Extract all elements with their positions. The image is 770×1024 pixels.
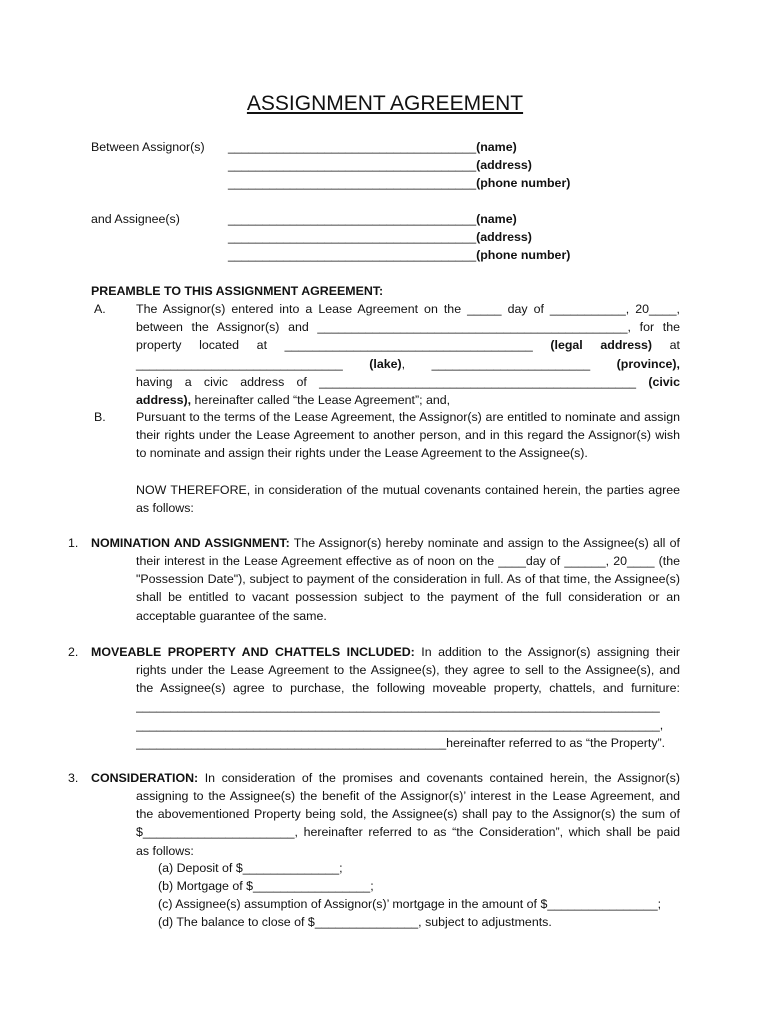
preamble-b-line: their rights under the Lease Agreement to another person, and in this regard the Assignor(s) wish [136, 428, 680, 443]
section3-line: the abovementioned Property being sold, the Assignee(s) shall pay to the Assignor(s) the sum of [136, 807, 680, 822]
preamble-a-line: ______________________________ (lake), _______________________ (province), [136, 356, 680, 371]
preamble-a-line: having a civic address of ______________________________________________ (civic [136, 374, 680, 389]
section1-line: acceptable guarantee of the same. [136, 608, 327, 623]
assignee-address-line: ____________________________________(address) [228, 230, 532, 244]
preamble-b-line: Pursuant to the terms of the Lease Agreement, the Assignor(s) are entitled to nominate and assign [136, 410, 680, 424]
section2-line: the Assignee(s) agree to purchase, the following moveable property, chattels, and furniture: [136, 681, 680, 696]
preamble-a-marker: A. [94, 302, 106, 316]
preamble-heading: PREAMBLE TO THIS ASSIGNMENT AGREEMENT: [91, 284, 384, 298]
now-therefore-line: as follows: [136, 501, 194, 516]
section1-number: 1. [68, 536, 79, 550]
consideration-item-balance: (d) The balance to close of $_______________, subject to adjustments. [158, 915, 552, 929]
assignor-phone-line: ____________________________________(phone number) [228, 176, 571, 190]
section3-line: assigning to the Assignee(s) the benefit of the Assignor(s)’ interest in the Lease Agreement, and [136, 789, 680, 803]
preamble-a-line: The Assignor(s) entered into a Lease Agreement on the _____ day of ___________, 20____, [136, 302, 680, 316]
section3-number: 3. [68, 771, 79, 785]
consideration-item-assumption: (c) Assignee(s) assumption of Assignor(s)’ mortgage in the amount of $________________; [158, 897, 662, 911]
section3-paragraph [136, 787, 680, 860]
section2-line: _____________________________________________hereinafter referred to as “the Property”. [136, 735, 666, 750]
section3-line: $______________________, hereinafter referred to as “the Consideration”, which shall be paid [136, 825, 680, 840]
preamble-a-line: address), hereinafter called “the Lease Agreement”; and, [136, 393, 451, 408]
section2-paragraph [136, 661, 680, 752]
consideration-item-deposit: (a) Deposit of $______________; [158, 861, 343, 875]
preamble-b-line: to nominate and assign their rights under the Lease Agreement to the Assignee(s). [136, 446, 588, 461]
preamble-a-line: between the Assignor(s) and _____________________________________________, for the [136, 320, 680, 335]
assignee-name-line: ____________________________________(name) [228, 212, 517, 226]
section2-blank-line: ____________________________________________________________________________, [136, 717, 664, 732]
assignor-address-line: ____________________________________(address) [228, 158, 532, 172]
section3-first-line: CONSIDERATION: In consideration of the promises and covenants contained herein, the Assignor(s) [91, 771, 680, 785]
assignee-label: and Assignee(s) [91, 212, 180, 226]
assignee-phone-line: ____________________________________(phone number) [228, 248, 571, 262]
now-therefore-paragraph [136, 481, 680, 517]
preamble-b-paragraph [136, 408, 680, 463]
preamble-b-marker: B. [94, 410, 106, 424]
section3-line: as follows: [136, 843, 194, 858]
section2-line: rights under the Lease Agreement to the Assignee(s), they agree to sell to the Assignee(s), and [136, 663, 680, 677]
section2-number: 2. [68, 645, 79, 659]
section1-line: "Possession Date"), subject to payment of the consideration in full. As of that time, the Assignee(s) [136, 572, 680, 587]
section2-first-line: MOVEABLE PROPERTY AND CHATTELS INCLUDED: In addition to the Assignor(s) assigning their [91, 645, 680, 659]
consideration-item-mortgage: (b) Mortgage of $_________________; [158, 879, 374, 893]
section1-line: shall be entitled to vacant possession subject to the payment of the full consideration or an [136, 590, 680, 605]
preamble-a-line: property located at ____________________________________ (legal address) at [136, 338, 681, 353]
assignor-name-line: ____________________________________(name) [228, 140, 517, 154]
preamble-a-paragraph [136, 300, 680, 409]
section1-line: their interest in the Lease Agreement effective as of noon on the ____day of ______, 20____ (the [136, 554, 680, 568]
now-therefore-line: NOW THEREFORE, in consideration of the mutual covenants contained herein, the parties agree [136, 483, 680, 497]
section1-first-line: NOMINATION AND ASSIGNMENT: The Assignor(s) hereby nominate and assign to the Assignee(s) all of [91, 536, 680, 550]
section2-blank-line: ____________________________________________________________________________ [136, 699, 660, 714]
document-title: ASSIGNMENT AGREEMENT [246, 92, 524, 115]
assignor-label: Between Assignor(s) [91, 140, 205, 154]
section1-paragraph [136, 552, 680, 625]
